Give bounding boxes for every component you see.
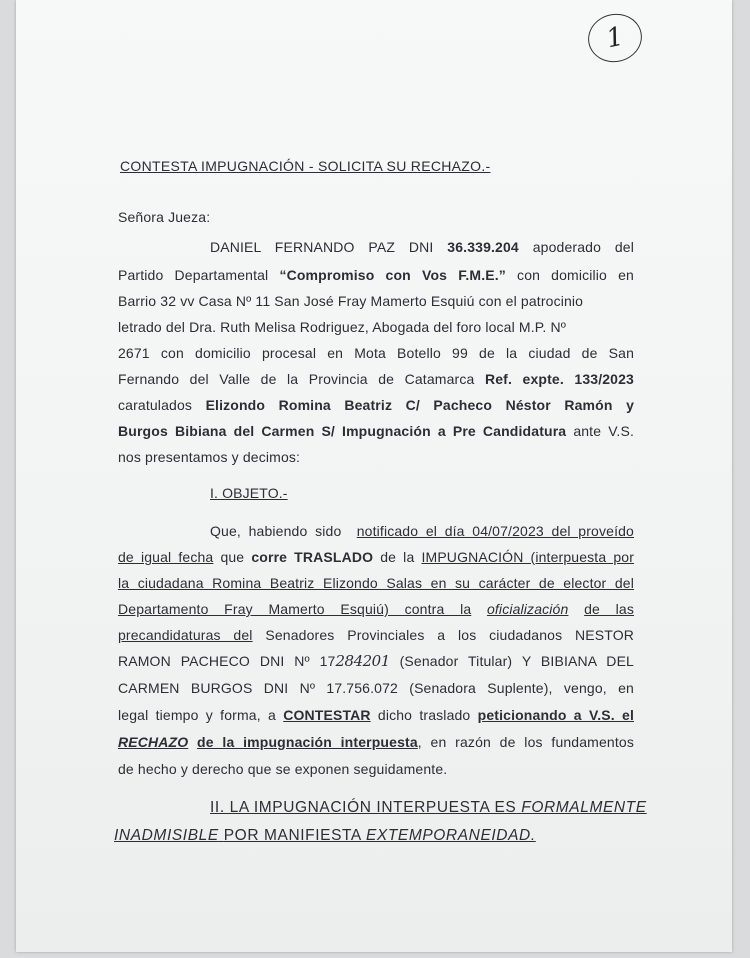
- intro-text: caratulados: [118, 397, 193, 413]
- section-1-line-5: [118, 626, 634, 644]
- section-text: de la impugnación interpuesta: [197, 734, 418, 750]
- section-text: Que, habiendo sido: [210, 523, 342, 539]
- party-name: “Compromiso con Vos F.M.E.”: [279, 267, 506, 283]
- handwritten-dni-digits: 284201: [335, 652, 390, 670]
- section-text: legal tiempo y forma, a: [118, 707, 276, 723]
- intro-line-7: [118, 396, 634, 414]
- intro-line-8: [118, 422, 634, 440]
- section-text: peticionando a V.S. el: [477, 707, 634, 723]
- expediente-reference: Ref. expte. 133/2023: [484, 371, 634, 387]
- section-text: , en razón de los fundamentos: [417, 734, 634, 750]
- section-1-line-3: la ciudadana Romina Beatriz Elizondo Salas en su carácter de elector del: [118, 575, 634, 591]
- case-caption: Burgos Bibiana del Carmen S/ Impugnación a Pre Candidatura: [118, 423, 567, 439]
- section-text: RECHAZO: [118, 734, 189, 750]
- section-1-line-10: de hecho y derecho que se exponen seguidamente.: [118, 761, 448, 777]
- section-text: dicho traslado: [377, 707, 471, 723]
- section-2-heading-line-2: [114, 826, 536, 846]
- document-title: CONTESTA IMPUGNACIÓN - SOLICITA SU RECHAZO.-: [120, 158, 491, 174]
- case-caption: Elizondo Romina Beatriz C/ Pacheco Néstor Ramón y: [205, 397, 634, 413]
- section-text: RAMON PACHECO DNI Nº 17: [118, 653, 336, 669]
- section-text: CONTESTAR: [283, 707, 371, 723]
- intro-text: Fernando del Valle de la Provincia de Catamarca: [118, 371, 475, 387]
- intro-text: con domicilio en: [517, 267, 634, 283]
- document-page: [16, 0, 732, 952]
- intro-line-3: Barrio 32 vv Casa Nº 11 San José Fray Mamerto Esquiú con el patrocinio: [118, 293, 584, 309]
- section-text: precandidaturas del: [118, 627, 253, 643]
- section-text: de igual fecha: [118, 549, 214, 565]
- section-text: de las: [584, 601, 634, 617]
- section-1-heading: I. OBJETO.-: [210, 485, 288, 501]
- section-text: Departamento Fray Mamerto Esquiú) contra la: [118, 601, 472, 617]
- section-text: notificado el día 04/07/2023 del proveído: [356, 523, 634, 539]
- salutation: Señora Jueza:: [118, 209, 211, 225]
- section-1-line-7: CARMEN BURGOS DNI Nº 17.756.072 (Senadora Suplente), vengo, en: [118, 680, 634, 696]
- section-text: (Senador Titular) Y BIBIANA DEL: [399, 653, 634, 669]
- intro-line-6: [118, 370, 634, 388]
- section-text: de la: [380, 549, 415, 565]
- section-2-heading-line-1: [210, 798, 647, 818]
- intro-text: apoderado del: [532, 239, 634, 255]
- section-1-line-4: [118, 600, 634, 618]
- intro-line-9: nos presentamos y decimos:: [118, 449, 301, 465]
- section-text: II. LA IMPUGNACIÓN INTERPUESTA ES: [210, 799, 517, 816]
- section-1-line-2: [118, 548, 634, 566]
- section-text: EXTEMPORANEIDAD.: [365, 827, 536, 844]
- intro-text: Partido Departamental: [118, 267, 269, 283]
- section-text: INADMISIBLE: [114, 827, 219, 844]
- intro-text: ante V.S.: [573, 423, 634, 439]
- section-1-line-9: [118, 733, 634, 751]
- section-text: POR MANIFIESTA: [223, 827, 362, 844]
- section-1-line-8: [118, 706, 634, 724]
- section-text: oficialización: [486, 601, 569, 617]
- section-text: IMPUGNACIÓN (interpuesta por: [421, 549, 635, 565]
- section-text: corre TRASLADO: [251, 549, 374, 565]
- section-1-line-6: [118, 652, 634, 670]
- intro-line-5: 2671 con domicilio procesal en Mota Botello 99 de la ciudad de San: [118, 345, 634, 361]
- apoderado-name: DANIEL FERNANDO PAZ DNI: [210, 239, 434, 255]
- section-text: que: [220, 549, 245, 565]
- apoderado-dni: 36.339.204: [447, 239, 519, 255]
- intro-line-2: [118, 266, 634, 284]
- section-text: FORMALMENTE: [521, 799, 647, 816]
- intro-line-1: [118, 238, 634, 256]
- section-text: Senadores Provinciales a los ciudadanos NESTOR: [265, 627, 635, 643]
- section-1-line-1: [118, 522, 634, 540]
- intro-line-4: letrado del Dra. Ruth Melisa Rodriguez, Abogada del foro local M.P. Nº: [118, 319, 567, 335]
- handwritten-page-number: 1: [584, 9, 647, 67]
